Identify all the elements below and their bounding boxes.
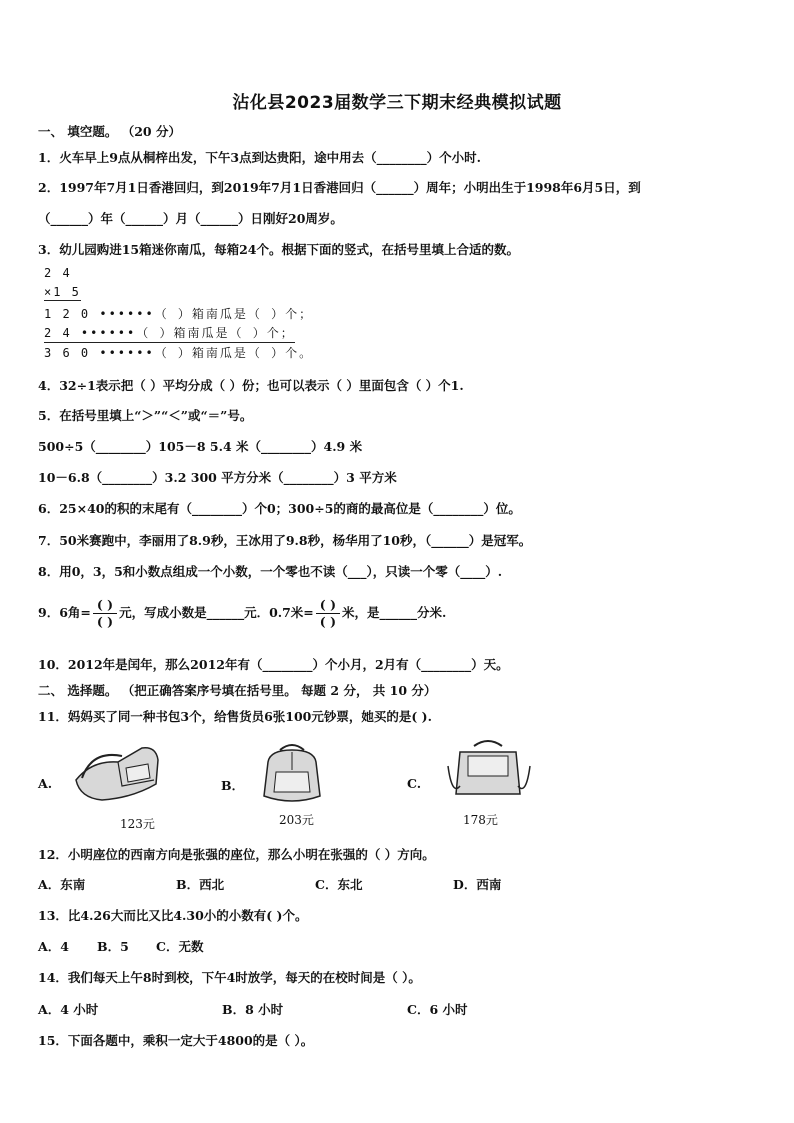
calc-row-1: 2 4 bbox=[44, 266, 72, 280]
calc-row-3: 1 2 0 ••••••（ ）箱南瓜是（ ）个； bbox=[44, 307, 314, 321]
q12-option-a: A．东南 bbox=[38, 877, 86, 892]
question-11: 11．妈妈买了同一种书包3个，给售货员6张100元钞票，她买的是( ). bbox=[38, 709, 432, 724]
q11-price-b: 203元 bbox=[279, 813, 314, 827]
q14-option-c: C．6 小时 bbox=[407, 1002, 468, 1017]
question-13: 13．比4.26大而比又比4.30小的小数有( )个。 bbox=[38, 908, 308, 923]
q13-option-a: A．4 bbox=[38, 939, 69, 954]
q9-part-b: 元，写成小数是______元．0.7米= bbox=[119, 605, 314, 620]
question-2-line-2: （______）年（______）月（______）日刚好20周岁。 bbox=[38, 211, 343, 226]
satchel-illustration bbox=[446, 736, 532, 804]
question-9 bbox=[38, 597, 446, 630]
q11-option-a: A. bbox=[38, 776, 53, 791]
q14-option-b: B．8 小时 bbox=[222, 1002, 284, 1017]
q9-fraction-2: $\frac{( )}{( )}$ bbox=[316, 597, 340, 630]
calc-row-5: 3 6 0 ••••••（ ）箱南瓜是（ ）个。 bbox=[44, 346, 314, 360]
question-5-row-2: 10－6.8（________）3.2 300 平方分米（________）3 平方米 bbox=[38, 470, 397, 485]
section-1-heading: 一、 填空题。 （20 分） bbox=[38, 124, 181, 139]
question-6: 6．25×40的积的末尾有（________）个0；300÷5的商的最高位是（________）位。 bbox=[38, 501, 521, 516]
question-15: 15．下面各题中，乘积一定大于4800的是（ ）。 bbox=[38, 1033, 314, 1048]
q12-option-c: C．东北 bbox=[315, 877, 363, 892]
q11-option-b: B． bbox=[221, 778, 245, 793]
q9-part-c: 米，是______分米. bbox=[341, 605, 447, 620]
q9-part-a: 9．6角= bbox=[38, 605, 91, 620]
section-2-heading: 二、 选择题。 （把正确答案序号填在括号里。 每题 2 分， 共 10 分） bbox=[38, 683, 437, 698]
calc-row-2: ×1 5 bbox=[44, 285, 81, 299]
question-14: 14．我们每天上午8时到校，下午4时放学，每天的在校时间是（ ）。 bbox=[38, 970, 421, 985]
question-4: 4．32÷1表示把（ ）平均分成（ ）份；也可以表示（ ）里面包含（ ）个1. bbox=[38, 378, 464, 393]
question-5: 5．在括号里填上“＞”“＜”或“＝”号。 bbox=[38, 408, 253, 423]
question-2-line-1: 2．1997年7月1日香港回归，到2019年7月1日香港回归（______）周年；小明出生于1998年6月5日，到 bbox=[38, 180, 641, 195]
page-title: 沾化县2023届数学三下期末经典模拟试题 bbox=[232, 93, 562, 113]
q13-option-b: B．5 bbox=[97, 939, 129, 954]
q13-option-c: C．无数 bbox=[156, 939, 204, 954]
calc-row-4: 2 4 ••••••（ ）箱南瓜是（ ）个； bbox=[44, 324, 295, 343]
q11-price-c: 178元 bbox=[463, 813, 498, 827]
backpack-illustration bbox=[258, 740, 326, 810]
q9-fraction-1: $\frac{( )}{( )}$ bbox=[93, 597, 117, 630]
question-7: 7．50米赛跑中，李丽用了8.9秒，王冰用了9.8秒，杨华用了10秒，（______）是冠军。 bbox=[38, 533, 532, 548]
shoulder-bag-illustration bbox=[72, 740, 162, 804]
question-3: 3．幼儿园购进15箱迷你南瓜，每箱24个。根据下面的竖式，在括号里填上合适的数。 bbox=[38, 242, 519, 257]
question-5-row-1: 500÷5（________）105－8 5.4 米（________）4.9 米 bbox=[38, 439, 363, 454]
q12-option-d: D．西南 bbox=[453, 877, 502, 892]
question-1: 1．火车早上9点从桐梓出发，下午3点到达贵阳，途中用去（________）个小时. bbox=[38, 150, 481, 165]
question-8: 8．用0，3，5和小数点组成一个小数，一个零也不读（___），只读一个零（____）. bbox=[38, 564, 503, 579]
question-10: 10．2012年是闰年，那么2012年有（________）个小月，2月有（________）天。 bbox=[38, 657, 509, 672]
q12-option-b: B．西北 bbox=[176, 877, 225, 892]
question-12: 12．小明座位的西南方向是张强的座位，那么小明在张强的（ ）方向。 bbox=[38, 847, 435, 862]
q14-option-a: A．4 小时 bbox=[38, 1002, 99, 1017]
q11-price-a: 123元 bbox=[120, 817, 155, 831]
q11-option-c: C. bbox=[407, 776, 422, 791]
